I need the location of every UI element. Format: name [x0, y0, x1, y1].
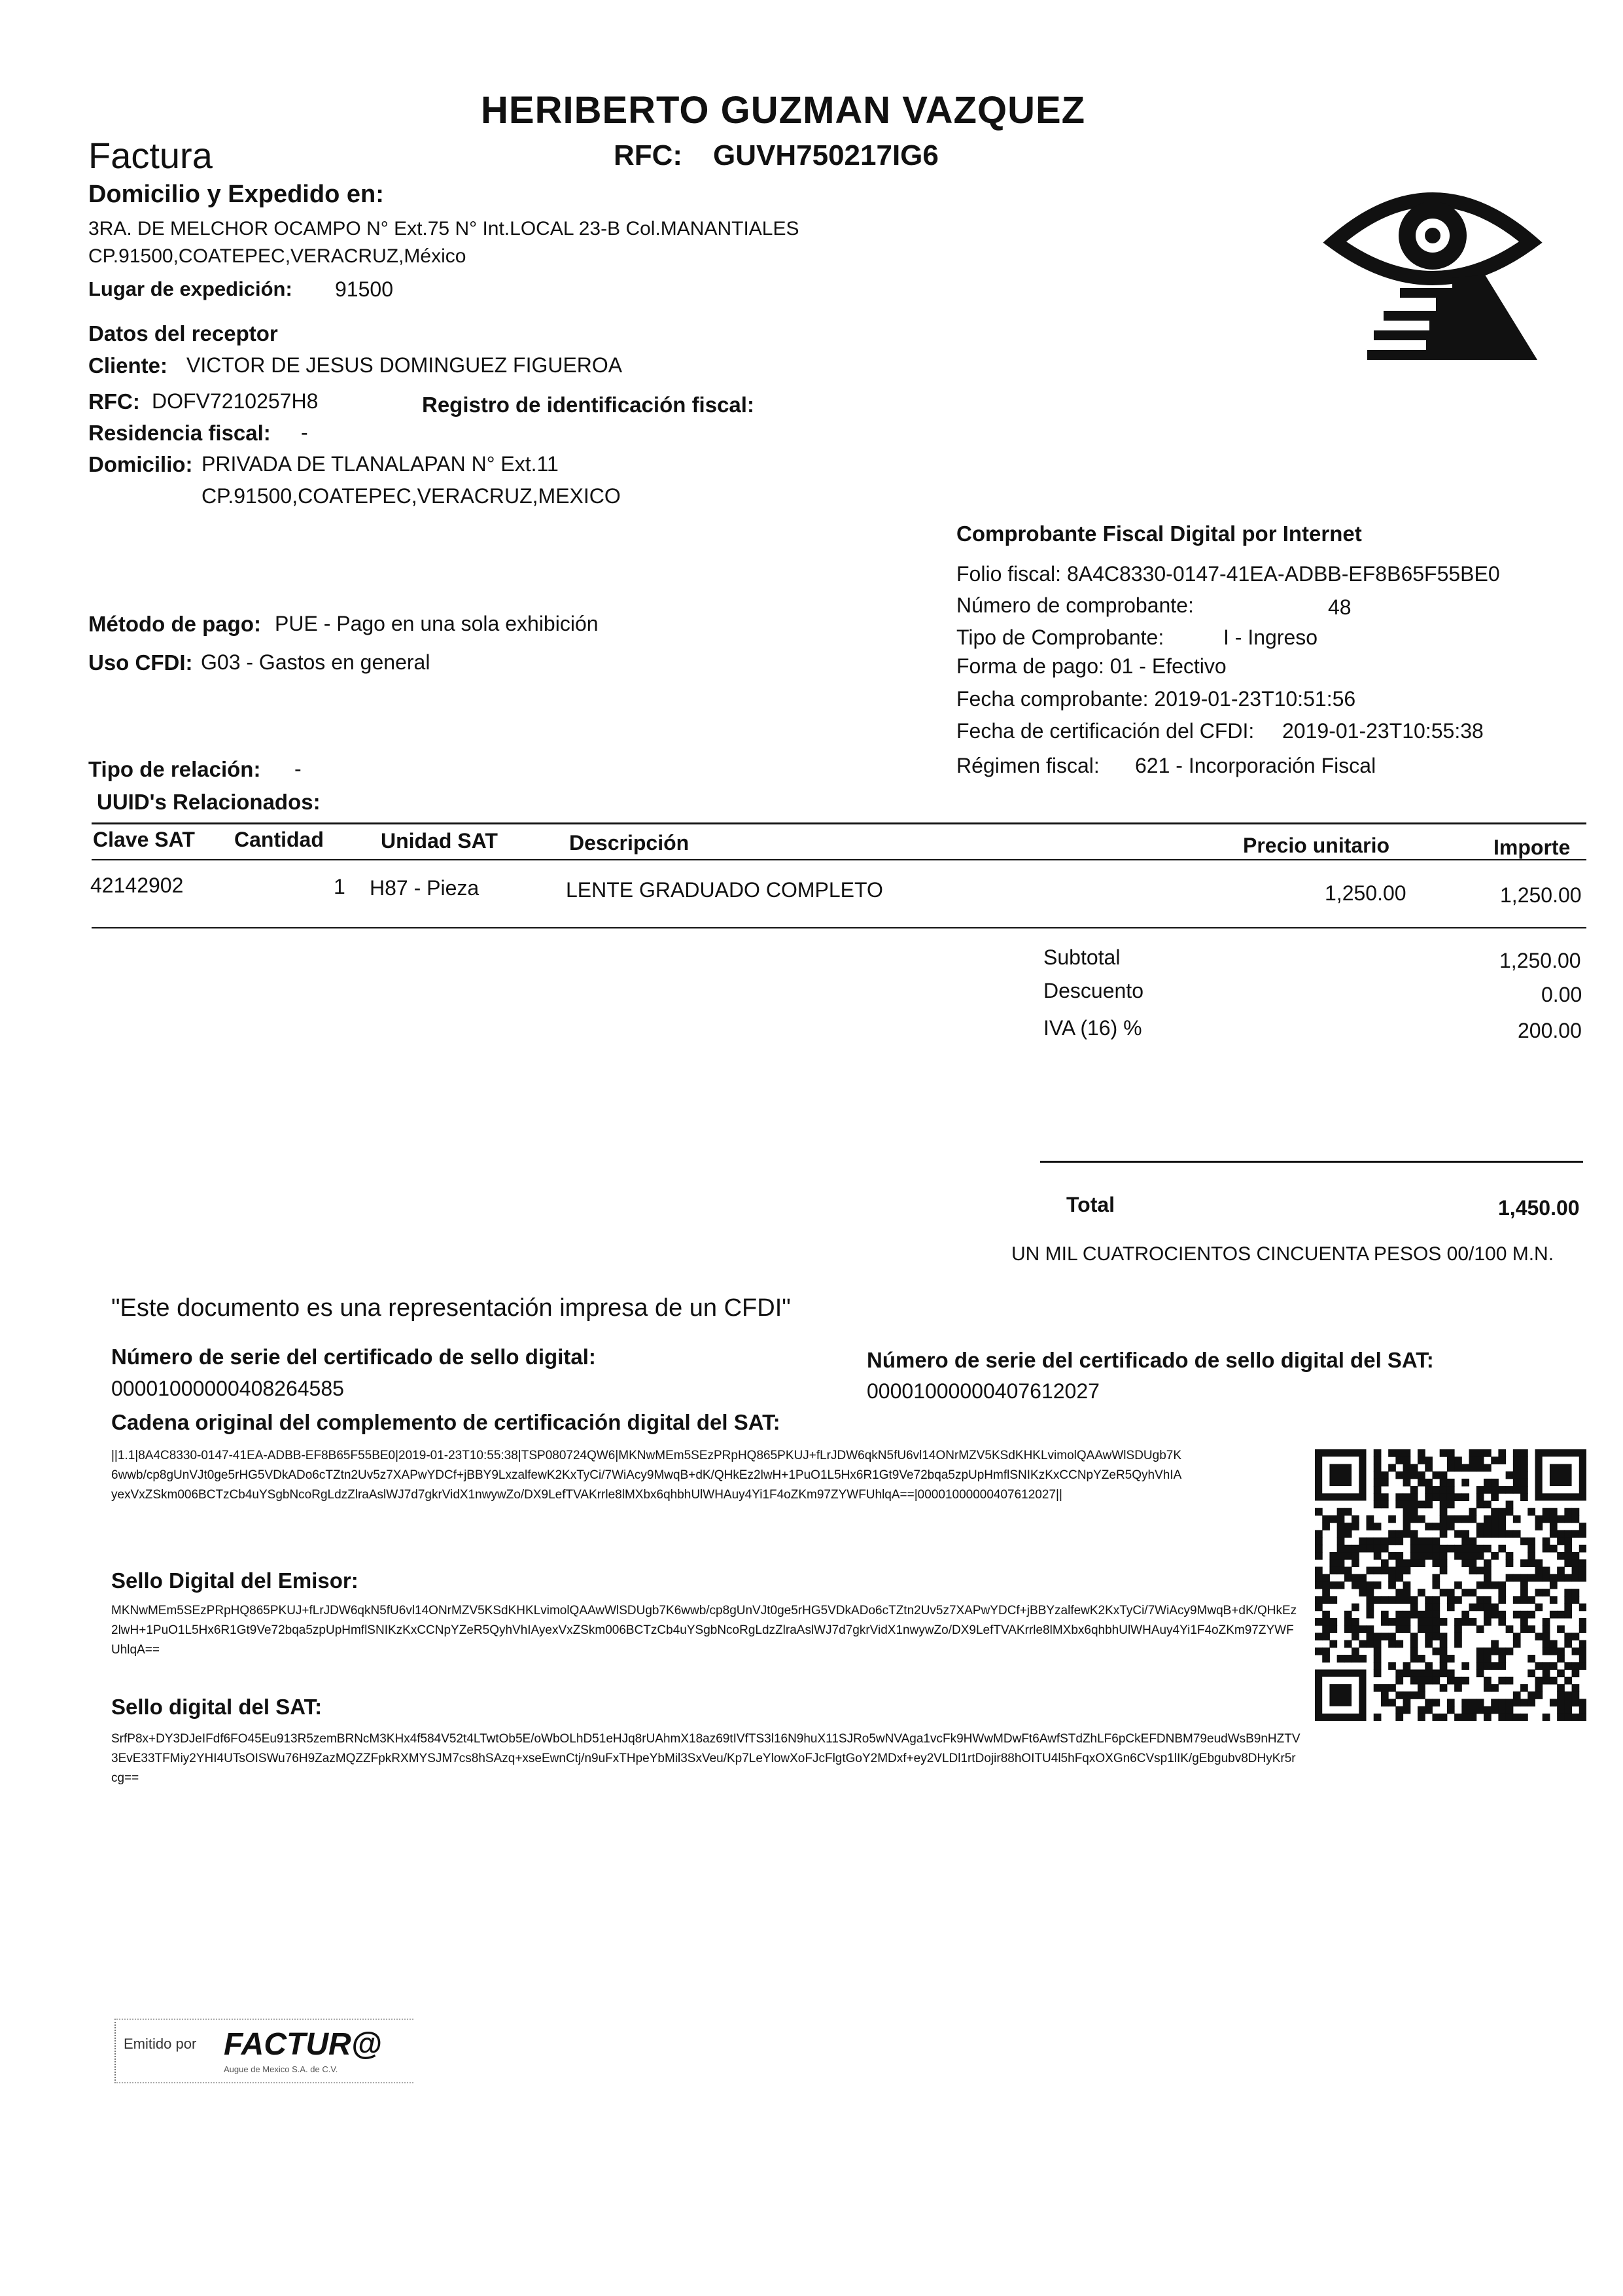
sello-sat-label: Sello digital del SAT:	[111, 1695, 323, 1719]
row-cantidad: 1	[334, 875, 345, 898]
regimen-fiscal-label: Régimen fiscal:	[956, 754, 1100, 777]
cert-sat-value: 00001000000407612027	[867, 1379, 1100, 1403]
col-header-descripcion: Descripción	[569, 831, 689, 855]
row-unidad: H87 - Pieza	[370, 876, 480, 900]
lugar-expedicion-value: 91500	[335, 277, 393, 301]
fecha-certificacion-label: Fecha de certificación del CFDI:	[956, 719, 1255, 743]
tipo-relacion-label: Tipo de relación:	[88, 757, 261, 781]
fecha-comprobante: Fecha comprobante: 2019-01-23T10:51:56	[956, 687, 1356, 711]
emisor-name: HERIBERTO GUZMAN VAZQUEZ	[481, 89, 1086, 132]
receptor-domicilio-label: Domicilio:	[88, 452, 193, 476]
total-label: Total	[1066, 1193, 1115, 1216]
emisor-rfc-value: GUVH750217IG6	[713, 139, 939, 171]
table-header-rule	[92, 859, 1586, 860]
table-top-rule	[92, 822, 1586, 824]
col-header-precio: Precio unitario	[1243, 834, 1390, 857]
lugar-expedicion-label: Lugar de expedición:	[88, 277, 292, 300]
numero-comprobante-value: 48	[1328, 595, 1352, 619]
cert-emisor-label: Número de serie del certificado de sello digital:	[111, 1345, 596, 1369]
subtotal-value: 1,250.00	[1499, 949, 1581, 972]
col-header-unidad: Unidad SAT	[381, 829, 498, 853]
descuento-value: 0.00	[1541, 983, 1582, 1006]
facturae-stamp	[114, 2019, 413, 2083]
receptor-domicilio-line2: CP.91500,COATEPEC,VERACRUZ,MEXICO	[201, 484, 621, 508]
table-bottom-rule	[92, 927, 1586, 928]
emisor-address-line1: 3RA. DE MELCHOR OCAMPO N° Ext.75 N° Int.LOCAL 23-B Col.MANANTIALES	[88, 218, 799, 239]
subtotal-label: Subtotal	[1043, 945, 1121, 969]
folio-fiscal: Folio fiscal: 8A4C8330-0147-41EA-ADBB-EF8B65F55BE0	[956, 562, 1500, 586]
iva-label: IVA (16) %	[1043, 1016, 1142, 1040]
sello-sat-value: SrfP8x+DY3DJeIFdf6FO45Eu913R5zemBRNcM3KHx4f584V52t4LTwtOb5E/oWbOLhD51eHJq8rUAhmX18az69tIVfTS3l16N9huX11SJRo5wNVAga1vcFk9HWwMDwFt6AwfSTdZhLF6pCkEFDNBM79eudWsB9nHZTV3EvE33TFMiy2YHI4UTsOISWu76H9ZazMQZZFpkRXMYSJM7cs8hSAzq+xseEwnCtj/n9uFxTHpeYbMil3SxVeu/Kp7LeYlowXoFJcFlgtGoY2MDxf+ey2VLDl1rtDojir88hOITU4l5hFqxOXGn6CVsp1lIK/gEbgubv8DHyKr5rcg==	[111, 1732, 1300, 1785]
residencia-fiscal-label: Residencia fiscal:	[88, 421, 271, 445]
cadena-original-label: Cadena original del complemento de certificación digital del SAT:	[111, 1410, 780, 1434]
forma-pago: Forma de pago: 01 - Efectivo	[956, 654, 1227, 678]
cliente-label: Cliente:	[88, 353, 168, 378]
cert-sat-label: Número de serie del certificado de sello digital del SAT:	[867, 1348, 1434, 1372]
representacion-impresa: "Este documento es una representación impresa de un CFDI"	[111, 1294, 791, 1322]
facturae-subtext: Augue de Mexico S.A. de C.V.	[224, 2064, 338, 2074]
metodo-pago-label: Método de pago:	[88, 612, 261, 636]
regimen-fiscal-value: 621 - Incorporación Fiscal	[1135, 754, 1376, 777]
iva-value: 200.00	[1518, 1019, 1582, 1042]
descuento-label: Descuento	[1043, 979, 1143, 1002]
uuids-relacionados-label: UUID's Relacionados:	[97, 790, 321, 814]
receptor-rfc-value: DOFV7210257H8	[152, 389, 319, 413]
residencia-fiscal-value: -	[301, 421, 308, 444]
emitido-label: Emitido por	[124, 2036, 197, 2052]
fecha-certificacion-value: 2019-01-23T10:55:38	[1282, 719, 1484, 743]
cadena-original-value: ||1.1|8A4C8330-0147-41EA-ADBB-EF8B65F55BE0|2019-01-23T10:55:38|TSP080724QW6|MKNwMEm5SEzPRpHQ865PKUJ+fLrJDW6qkN5fU6vl14ONrMZV5KSdKHKLvimolQAAwWlSDUgb7K6wwb/cp8gUnVJt0ge5rHG5VDkADo6cTZtn2Uv5z7XAPwYDCf+jBBY9LxzalfewK2KxTyCi/7WiAcy9MwqB+dK/QHkEz2lwH+1PuO1L5Hx6R1Gt9Ve72bqa5zpUpHmflSNIKzKxCCNpYZeR5QyhVhIAyexVxZSkm006BCTzCb4uYSgbNcoRgLdzZlraAslWJ7d7gkrVidX1nwywZo/DX9LefTVAKrrle8lMXbx6qhbhUlWHAuy4Yi1F4oZKm97ZYWFUhlqA==|00001000000407612027||	[111, 1449, 1182, 1502]
emisor-address-line2: CP.91500,COATEPEC,VERACRUZ,México	[88, 245, 466, 267]
domicilio-title: Domicilio y Expedido en:	[88, 181, 384, 208]
sello-emisor-label: Sello Digital del Emisor:	[111, 1568, 358, 1593]
metodo-pago-value: PUE - Pago en una sola exhibición	[275, 612, 599, 635]
receptor-domicilio-line1: PRIVADA DE TLANALAPAN N° Ext.11	[201, 452, 559, 476]
registro-fiscal-label: Registro de identificación fiscal:	[422, 393, 754, 417]
receptor-rfc-label: RFC:	[88, 389, 140, 414]
sello-emisor-value: MKNwMEm5SEzPRpHQ865PKUJ+fLrJDW6qkN5fU6vl14ONrMZV5KSdKHKLvimolQAAwWlSDUgb7K6wwb/cp8gUnVJt0ge5rHG5VDkADo6cTZtn2Uv5z7XAPwYDCf+jBBYzalfewK2KxTyCi/7WiAcy9MwqB+dK/QHkEz2lwH+1PuO1L5Hx6R1Gt9Ve72bqa5zpUpHmflSNIKzKxCCNpYZeR5QyhVhIAyexVxZSkm006BCTzCb4uYSgbNcoRgLdzZlraAslWJ7d7gkrVidX1nwywZo/DX9LefTVAKrrle8lMXbx6qhbhUlWHAuy4Yi1F4oZKm97ZYWFUhlqA==	[111, 1604, 1297, 1657]
eye-hand-logo-icon	[1321, 164, 1544, 366]
col-header-cantidad: Cantidad	[234, 828, 324, 851]
uso-cfdi-label: Uso CFDI:	[88, 650, 193, 675]
row-clave: 42142902	[90, 874, 184, 897]
cliente-value: VICTOR DE JESUS DOMINGUEZ FIGUEROA	[186, 353, 623, 377]
totals-rule	[1040, 1161, 1583, 1163]
row-descripcion: LENTE GRADUADO COMPLETO	[566, 878, 883, 902]
row-importe: 1,250.00	[1500, 883, 1582, 907]
uso-cfdi-value: G03 - Gastos en general	[201, 650, 430, 674]
numero-comprobante-label: Número de comprobante:	[956, 593, 1194, 617]
cfdi-title: Comprobante Fiscal Digital por Internet	[956, 521, 1362, 546]
qr-code-icon	[1315, 1449, 1586, 1721]
tipo-relacion-value: -	[294, 757, 302, 781]
tipo-comprobante-label: Tipo de Comprobante:	[956, 626, 1164, 649]
receptor-title: Datos del receptor	[88, 321, 278, 345]
document-type: Factura	[88, 135, 213, 176]
col-header-clave: Clave SAT	[93, 828, 195, 851]
cert-emisor-value: 00001000000408264585	[111, 1377, 344, 1400]
emisor-rfc-label: RFC:	[614, 139, 683, 171]
total-value: 1,450.00	[1498, 1196, 1580, 1220]
total-en-letra: UN MIL CUATROCIENTOS CINCUENTA PESOS 00/100 M.N.	[1011, 1243, 1554, 1265]
tipo-comprobante-value: I - Ingreso	[1223, 626, 1318, 649]
facturae-brand: FACTUR@	[224, 2027, 382, 2062]
col-header-importe: Importe	[1493, 836, 1571, 859]
row-precio: 1,250.00	[1325, 881, 1406, 905]
